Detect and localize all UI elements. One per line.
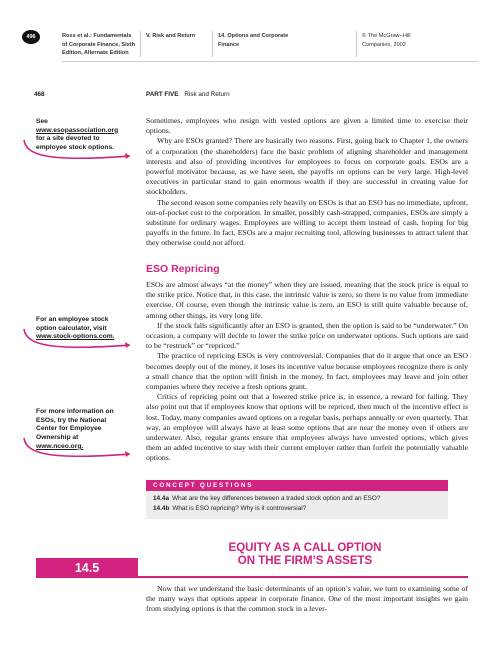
paragraph: The practice of repricing ESOs is very controversial. Companies that do it argue that once an ESO becomes deeply out of the money, it loses its incentive value because employees recognize there is only a small chance that the option will finish in the money. In fact, employees may leave and join other companies where they receive a fresh options grant.	[146, 351, 468, 392]
body-text-top	[146, 116, 468, 249]
running-head	[146, 91, 230, 98]
paragraph: Critics of repricing point out that a lowered strike price is, in essence, a reward for failing. They also point out that if employees know that options will be repriced, then much of the incentive effect is lost. Today, many companies award options on a regular basis, perhaps annually or even quarterly. That way, an employee will always have at least some options that are near the money even if others are underwater. Also, regular grants ensure that employees always have unvested options, which gives them an added incentive to stay with their current employer rather than forfeit the potentially valuable options.	[146, 392, 468, 463]
page-number: 468	[34, 91, 45, 98]
header-copyright-line: Companies, 2002	[362, 41, 406, 48]
margin-note-line: Center for Employee	[36, 425, 102, 433]
concept-questions-title: CONCEPT QUESTIONS	[146, 480, 448, 491]
header-copyright	[362, 32, 411, 49]
question-number: 14.4a	[153, 495, 169, 502]
question-number: 14.4b	[153, 505, 170, 512]
margin-note-link[interactable]: www.esopassociation.org	[36, 126, 119, 134]
header-copyright-line: © The McGraw−Hill	[362, 33, 411, 39]
margin-note-line: for a site devoted to	[36, 135, 100, 143]
header-book-line: Ross et al.: Fundamentals	[62, 33, 132, 39]
header-book-line: of Corporate Finance, Sixth	[62, 41, 136, 48]
page-badge: 496	[22, 30, 40, 44]
concept-question	[153, 505, 306, 512]
margin-note-line: For an employee stock	[36, 316, 109, 323]
section-title	[190, 542, 420, 567]
margin-note-line: See	[36, 118, 48, 125]
header-divider	[212, 31, 213, 57]
margin-note-line: ESOs, try the National	[36, 416, 107, 424]
margin-note-line: For more information on	[36, 408, 114, 415]
header-book-line: Edition, Alternate Edition	[62, 50, 129, 57]
section-title-line: ON THE FIRM’S ASSETS	[237, 554, 373, 567]
question-text: What is ESO repricing? Why is it controversial?	[172, 505, 307, 512]
paragraph: If the stock falls significantly after an ESO is granted, then the option is said to be “underwater.” On occasion, a company will decide to lower the strike price on underwater options. Such options are said to be “restruck” or “repriced.”	[146, 320, 468, 351]
section-heading: ESO Repricing	[146, 263, 220, 275]
margin-note-line: Ownership at	[36, 434, 79, 442]
swoosh-decoration	[20, 324, 140, 355]
header-part-line: V. Risk and Return	[146, 33, 196, 39]
swoosh-decoration	[20, 436, 140, 464]
paragraph: The second reason some companies rely heavily on ESOs is that an ESO has no immediate, upfront, out-of-pocket cost to the corporation. In smaller, possibly cash-strapped, companies, ESOs are simply a substitute for ordinary wages. Employees are willing to accept them instead of cash, hoping for big payoffs in the future. In fact, ESOs are a major recruiting tool, allowing businesses to attract talent that they otherwise could not afford.	[146, 197, 468, 248]
paragraph: Now that we understand the basic determinants of an option’s value, we turn to examining some of the many ways that options appear in corporate finance. One of the most important insights we gain from studying options is that the common stock in a lever-	[146, 584, 468, 614]
paragraph: Sometimes, employees who resign with vested options are given a limited time to exercise their options.	[146, 116, 468, 136]
paragraph: Why are ESOs granted? There are basically two reasons. First, going back to Chapter 1, the owners of a corporation (the shareholders) face the basic problem of aligning shareholder and management interests and also of providing incentives for employees to focus on corporate goals. ESOs are a powerful motivator because, as we have seen, the payoffs on options can be very large. High-level executives in particular stand to gain enormous wealth if they are successful in creating value for stockholders.	[146, 136, 468, 197]
section-title-line: EQUITY AS A CALL OPTION	[228, 542, 382, 554]
header-chapter-line: Finance	[218, 41, 240, 48]
margin-note-link[interactable]: www.stock-options.com.	[36, 333, 115, 341]
margin-note-line: option calculator, visit	[36, 324, 107, 332]
part-title: Risk and Return	[184, 91, 230, 98]
header-chapter	[218, 32, 288, 49]
header-book-title	[62, 32, 135, 58]
header-chapter-line: 14. Options and Corporate	[218, 33, 289, 39]
header-divider	[140, 31, 141, 57]
header-part	[146, 32, 195, 41]
margin-note-link[interactable]: www.nceo.org.	[36, 442, 84, 450]
question-text: What are the key differences between a traded stock option and an ESO?	[172, 495, 381, 502]
body-text-bottom	[146, 584, 468, 615]
part-label: PART FIVE	[146, 91, 179, 98]
paragraph: ESOs are almost always “at the money” when they are issued, meaning that the stock price is equal to the strike price. Notice that, in this case, the intrinsic value is zero, so there is no value from immediate exercise. Of course, even though the intrinsic value is zero, an ESO is still quite valuable because of, among other things, its very long life.	[146, 280, 468, 320]
header-divider	[356, 31, 357, 57]
header-rule	[62, 61, 478, 62]
body-text-middle	[146, 280, 468, 464]
margin-note-line: employee stock options.	[36, 144, 115, 152]
section-number: 14.5	[36, 558, 138, 577]
concept-question	[153, 495, 380, 502]
concept-questions-box	[146, 489, 448, 519]
swoosh-decoration	[20, 138, 140, 166]
section-rule	[36, 576, 468, 578]
